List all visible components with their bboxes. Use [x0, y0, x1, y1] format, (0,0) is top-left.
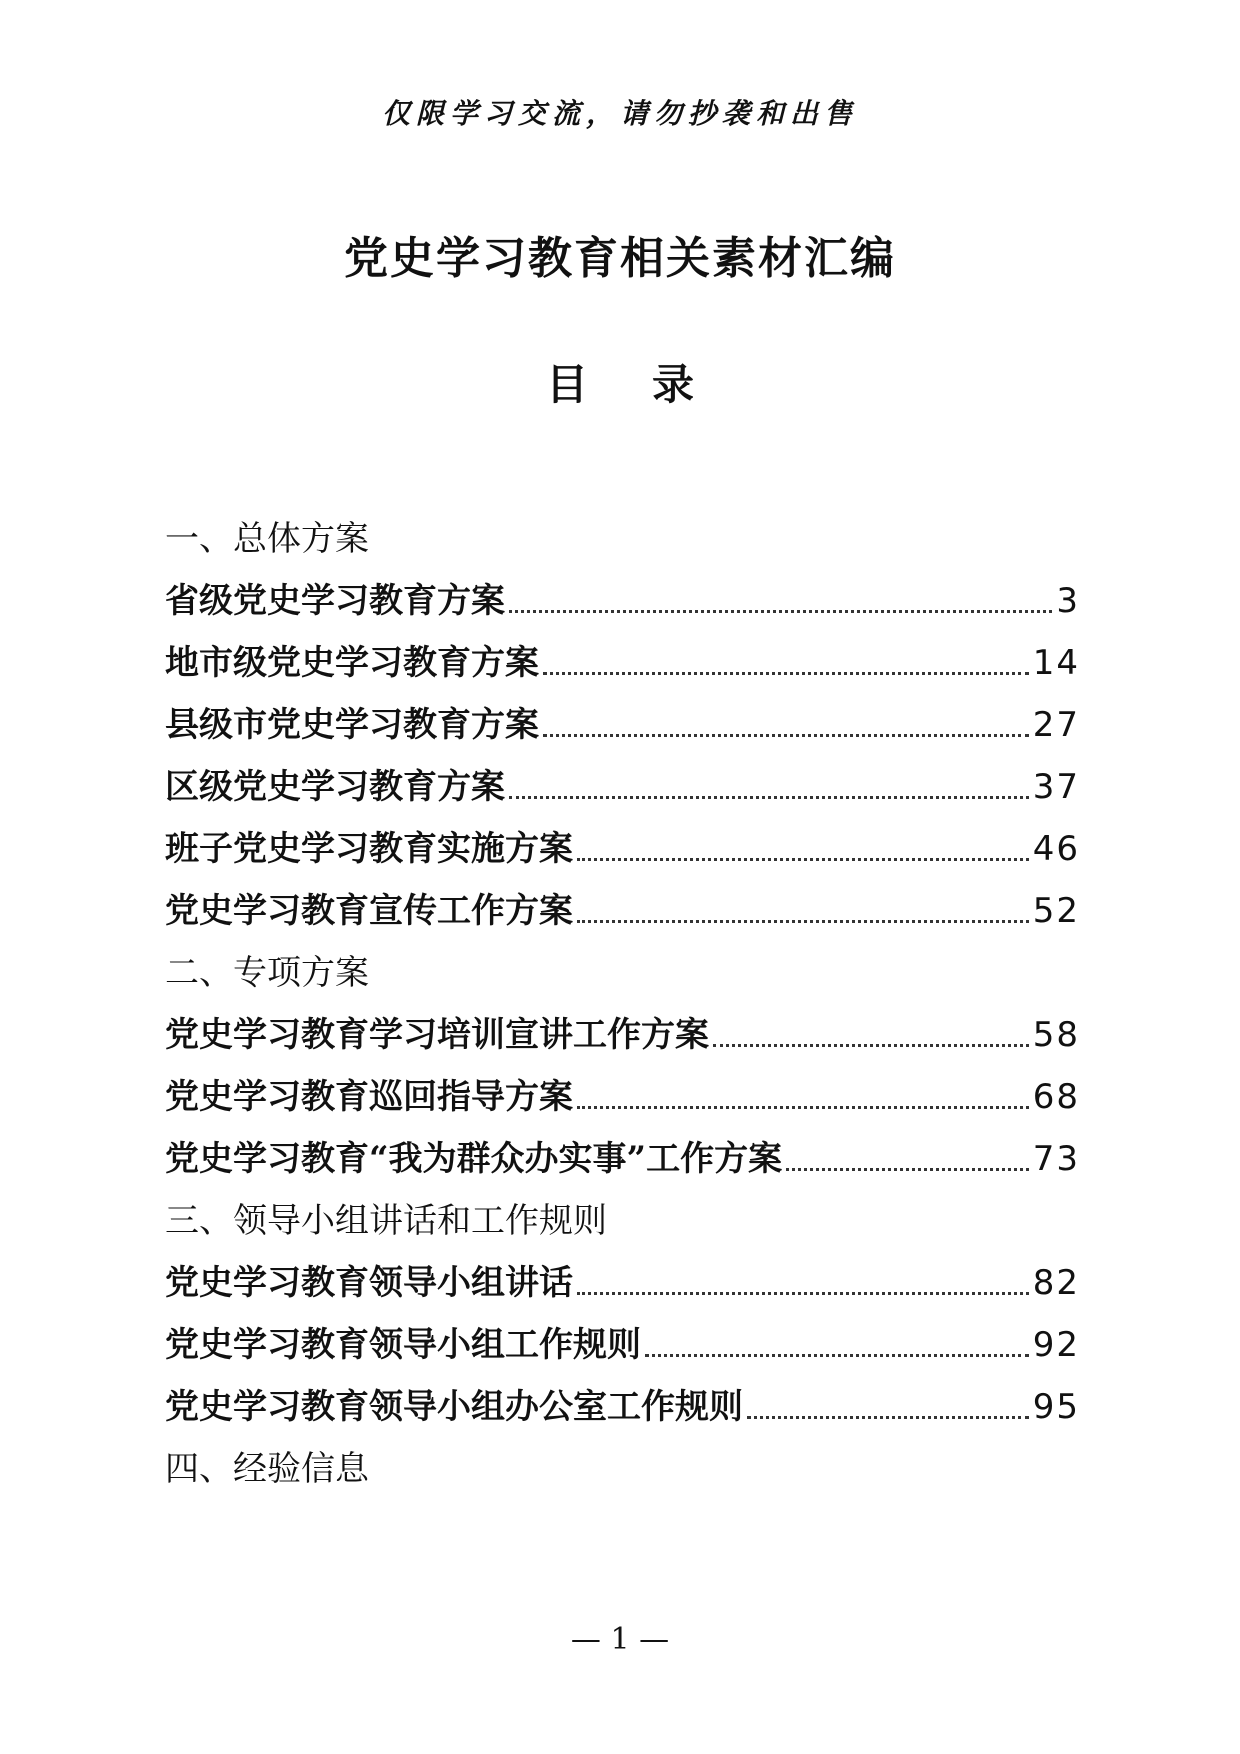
toc-entry-page-number: 37	[1032, 767, 1080, 807]
toc-entry[interactable]	[165, 570, 1080, 632]
dot-leader	[543, 734, 1029, 737]
dot-leader	[713, 1044, 1029, 1047]
toc-entry-page-number: 82	[1032, 1263, 1080, 1303]
toc-entry-title: 党史学习教育领导小组讲话	[165, 1263, 573, 1303]
dot-leader	[747, 1416, 1029, 1419]
dot-leader	[577, 920, 1029, 923]
toc-section-heading: 四、经验信息	[165, 1449, 369, 1489]
toc-entry[interactable]	[165, 1376, 1080, 1438]
toc-entry[interactable]	[165, 756, 1080, 818]
dot-leader	[543, 672, 1029, 675]
toc-entry-page-number: 95	[1032, 1387, 1080, 1427]
usage-notice: 仅限学习交流，请勿抄袭和出售	[381, 97, 858, 130]
toc-entry[interactable]	[165, 694, 1080, 756]
toc-entry-page-number: 58	[1032, 1015, 1080, 1055]
toc-entry-page-number: 46	[1032, 829, 1080, 869]
toc-entry-title: 党史学习教育宣传工作方案	[165, 891, 573, 931]
table-of-contents	[165, 508, 1080, 1500]
toc-entry-title: 党史学习教育巡回指导方案	[165, 1077, 573, 1117]
toc-entry[interactable]	[165, 1066, 1080, 1128]
dot-leader	[645, 1354, 1029, 1357]
toc-entry-title: 县级市党史学习教育方案	[165, 705, 539, 745]
toc-entry[interactable]	[165, 818, 1080, 880]
dot-leader	[509, 796, 1029, 799]
toc-entry-title: 党史学习教育学习培训宣讲工作方案	[165, 1015, 709, 1055]
toc-entry-page-number: 3	[1056, 581, 1080, 621]
toc-entry[interactable]	[165, 880, 1080, 942]
toc-entry[interactable]	[165, 1004, 1080, 1066]
toc-heading: 目录	[545, 360, 758, 409]
toc-entry[interactable]	[165, 1128, 1080, 1190]
toc-entry-page-number: 92	[1032, 1325, 1080, 1365]
dot-leader	[577, 1106, 1029, 1109]
dot-leader	[509, 610, 1052, 613]
toc-section-heading: 一、总体方案	[165, 519, 369, 559]
toc-entry-title: 省级党史学习教育方案	[165, 581, 505, 621]
toc-entry[interactable]	[165, 632, 1080, 694]
toc-entry[interactable]	[165, 1314, 1080, 1376]
toc-entry-page-number: 73	[1032, 1139, 1080, 1179]
toc-entry[interactable]	[165, 1252, 1080, 1314]
toc-entry-title: 党史学习教育领导小组工作规则	[165, 1325, 641, 1365]
toc-entry-title: 党史学习教育领导小组办公室工作规则	[165, 1387, 743, 1427]
toc-entry-page-number: 27	[1032, 705, 1080, 745]
dot-leader	[577, 858, 1029, 861]
toc-entry-page-number: 14	[1032, 643, 1080, 683]
dot-leader	[786, 1168, 1029, 1171]
toc-entry-title: 地市级党史学习教育方案	[165, 643, 539, 683]
toc-entry-title: 区级党史学习教育方案	[165, 767, 505, 807]
toc-entry-title: 班子党史学习教育实施方案	[165, 829, 573, 869]
toc-entry-page-number: 52	[1032, 891, 1080, 931]
document-title: 党史学习教育相关素材汇编	[344, 233, 896, 284]
toc-section-heading: 二、专项方案	[165, 953, 369, 993]
page-number: — 1 —	[570, 1622, 670, 1657]
dot-leader	[577, 1292, 1029, 1295]
toc-entry-page-number: 68	[1032, 1077, 1080, 1117]
toc-entry-title: 党史学习教育“我为群众办实事”工作方案	[165, 1139, 783, 1179]
toc-section-heading: 三、领导小组讲话和工作规则	[165, 1201, 607, 1241]
